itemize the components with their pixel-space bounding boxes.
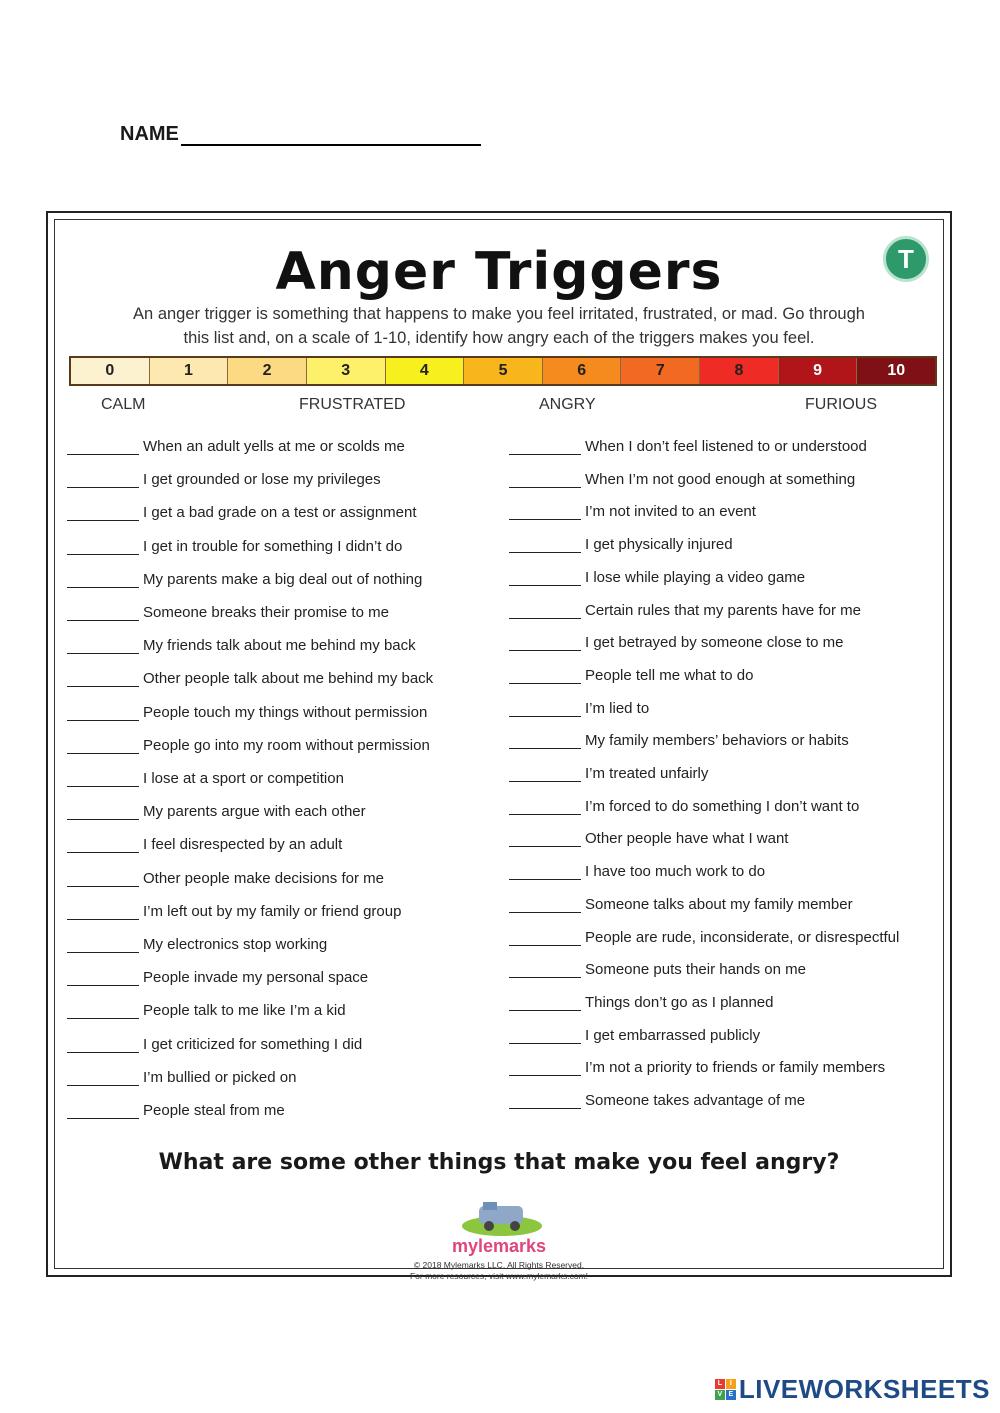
trigger-item bbox=[67, 1002, 346, 1019]
rating-blank-input[interactable] bbox=[509, 963, 581, 978]
rating-blank-input[interactable] bbox=[67, 838, 139, 853]
scale-cell-3: 3 bbox=[307, 358, 386, 384]
trigger-text: Someone talks about my family member bbox=[585, 895, 853, 913]
trigger-text: Other people have what I want bbox=[585, 830, 789, 848]
rating-blank-input[interactable] bbox=[67, 506, 139, 521]
trigger-item bbox=[509, 503, 756, 520]
rating-blank-input[interactable] bbox=[67, 440, 139, 455]
trigger-item bbox=[509, 536, 733, 553]
worksheet-inner-border bbox=[54, 219, 944, 1281]
rating-blank-input[interactable] bbox=[67, 1038, 139, 1053]
trigger-text: I’m treated unfairly bbox=[585, 765, 709, 782]
anger-scale bbox=[69, 356, 937, 386]
copyright bbox=[55, 1260, 943, 1282]
name-field bbox=[120, 122, 481, 146]
trigger-text: People go into my room without permission bbox=[143, 736, 430, 754]
scale-cell-1: 1 bbox=[150, 358, 229, 384]
trigger-text: When I don’t feel listened to or understood bbox=[585, 438, 867, 455]
rating-blank-input[interactable] bbox=[509, 865, 581, 880]
trigger-item bbox=[67, 1036, 362, 1053]
scale-cell-6: 6 bbox=[543, 358, 622, 384]
scale-label-calm: CALM bbox=[101, 396, 146, 413]
scale-label-frustrated: FRUSTRATED bbox=[299, 396, 406, 413]
trigger-item bbox=[509, 634, 843, 651]
trigger-item bbox=[509, 994, 773, 1011]
rating-blank-input[interactable] bbox=[509, 931, 581, 946]
trigger-item bbox=[67, 803, 366, 820]
scale-cell-0: 0 bbox=[71, 358, 150, 384]
rating-blank-input[interactable] bbox=[67, 872, 139, 887]
trigger-text: When an adult yells at me or scolds me bbox=[143, 438, 405, 455]
liveworksheets-watermark bbox=[715, 1374, 990, 1405]
rating-blank-input[interactable] bbox=[67, 1004, 139, 1019]
trigger-item bbox=[509, 569, 805, 586]
page-title: Anger Triggers bbox=[275, 242, 723, 302]
trigger-text: I lose while playing a video game bbox=[585, 568, 806, 586]
lw-icon-letter-v: V bbox=[715, 1390, 725, 1400]
trigger-item bbox=[67, 936, 327, 953]
trigger-text: Certain rules that my parents have for me bbox=[585, 601, 861, 619]
trigger-item bbox=[509, 961, 806, 978]
trigger-item bbox=[509, 765, 708, 782]
watermark-text: LIVEWORKSHEETS bbox=[738, 1374, 990, 1404]
brand-name bbox=[55, 1236, 943, 1257]
scale-label-furious: FURIOUS bbox=[805, 396, 877, 413]
scale-cell-9: 9 bbox=[779, 358, 858, 384]
trigger-item bbox=[509, 667, 753, 684]
rating-blank-input[interactable] bbox=[509, 702, 581, 717]
trigger-item bbox=[67, 637, 416, 654]
lw-icon-letter-i: I bbox=[726, 1379, 736, 1389]
trigger-text: My parents argue with each other bbox=[143, 803, 366, 821]
trigger-text: My friends talk about me behind my back bbox=[143, 637, 416, 655]
rating-blank-input[interactable] bbox=[509, 832, 581, 847]
trigger-item bbox=[67, 1069, 296, 1086]
trigger-text: I get physically injured bbox=[585, 536, 733, 554]
intro-text bbox=[69, 302, 929, 350]
trigger-item bbox=[67, 903, 401, 920]
trigger-text: People are rude, inconsiderate, or disrespectful bbox=[585, 928, 900, 946]
trigger-item bbox=[67, 604, 389, 621]
scale-label-angry: ANGRY bbox=[539, 396, 596, 413]
trigger-item bbox=[509, 1027, 760, 1044]
trigger-text: Other people talk about me behind my back bbox=[143, 670, 434, 688]
trigger-item bbox=[509, 700, 649, 717]
rating-blank-input[interactable] bbox=[509, 1029, 581, 1044]
trigger-text: I lose at a sport or competition bbox=[143, 770, 344, 787]
trigger-item bbox=[509, 1092, 805, 1109]
trigger-item bbox=[509, 471, 855, 488]
rating-blank-input[interactable] bbox=[509, 734, 581, 749]
rating-blank-input[interactable] bbox=[67, 1071, 139, 1086]
rating-blank-input[interactable] bbox=[509, 898, 581, 913]
rating-blank-input[interactable] bbox=[67, 639, 139, 654]
rating-blank-input[interactable] bbox=[509, 767, 581, 782]
rating-blank-input[interactable] bbox=[67, 938, 139, 953]
rating-blank-input[interactable] bbox=[509, 571, 581, 586]
liveworksheets-logo-icon bbox=[715, 1379, 736, 1400]
trigger-text: I’m not invited to an event bbox=[585, 503, 756, 521]
rating-blank-input[interactable] bbox=[509, 996, 581, 1011]
trigger-text: My parents make a big deal out of nothing bbox=[143, 570, 423, 588]
rating-blank-input[interactable] bbox=[67, 805, 139, 820]
scale-cell-7: 7 bbox=[621, 358, 700, 384]
rating-blank-input[interactable] bbox=[67, 706, 139, 721]
trigger-item bbox=[509, 602, 861, 619]
lw-icon-letter-l: L bbox=[715, 1379, 725, 1389]
trigger-text: I get a bad grade on a test or assignment bbox=[143, 504, 417, 522]
trigger-text: I’m lied to bbox=[585, 699, 650, 717]
trigger-item bbox=[67, 438, 405, 455]
trigger-text: I’m not a priority to friends or family members bbox=[585, 1059, 886, 1077]
trigger-text: I’m forced to do something I don’t want to bbox=[585, 797, 860, 815]
name-input-line[interactable] bbox=[181, 122, 481, 146]
copyright-line-2: For more resources, visit www.mylemarks.com! bbox=[409, 1271, 589, 1281]
scale-cell-4: 4 bbox=[386, 358, 465, 384]
scale-labels bbox=[69, 396, 937, 418]
rating-blank-input[interactable] bbox=[509, 604, 581, 619]
trigger-text: Someone breaks their promise to me bbox=[143, 604, 389, 621]
trigger-text: I’m bullied or picked on bbox=[143, 1068, 297, 1086]
trigger-text: I get grounded or lose my privileges bbox=[143, 471, 381, 489]
rating-blank-input[interactable] bbox=[509, 1094, 581, 1109]
rating-blank-input[interactable] bbox=[509, 538, 581, 553]
scale-cell-8: 8 bbox=[700, 358, 779, 384]
rating-blank-input[interactable] bbox=[67, 672, 139, 687]
trigger-item bbox=[67, 504, 417, 521]
rating-blank-input[interactable] bbox=[509, 1061, 581, 1076]
trigger-item bbox=[509, 798, 859, 815]
scale-cell-5: 5 bbox=[464, 358, 543, 384]
trigger-item bbox=[67, 670, 433, 687]
trigger-text: People tell me what to do bbox=[585, 666, 754, 684]
trigger-text: I have too much work to do bbox=[585, 863, 766, 881]
rating-blank-input[interactable] bbox=[67, 772, 139, 787]
trigger-text: My family members’ behaviors or habits bbox=[585, 732, 849, 750]
rating-blank-input[interactable] bbox=[67, 606, 139, 621]
rating-blank-input[interactable] bbox=[509, 669, 581, 684]
trigger-item bbox=[67, 571, 422, 588]
trigger-item bbox=[67, 1102, 285, 1119]
worksheet bbox=[46, 211, 952, 1281]
trigger-text: Things don’t go as I planned bbox=[585, 993, 774, 1011]
trigger-item bbox=[67, 770, 344, 787]
reflection-question: What are some other things that make you feel angry? bbox=[158, 1150, 840, 1175]
trigger-item bbox=[509, 896, 853, 913]
trigger-item bbox=[509, 863, 765, 880]
trigger-item bbox=[509, 929, 899, 946]
trigger-item bbox=[509, 438, 867, 455]
trigger-item bbox=[67, 704, 427, 721]
trigger-text: I get criticized for something I did bbox=[143, 1035, 363, 1053]
rating-blank-input[interactable] bbox=[509, 440, 581, 455]
trigger-text: I get in trouble for something I didn’t do bbox=[143, 537, 403, 555]
trigger-item bbox=[509, 732, 849, 749]
lw-icon-letter-e: E bbox=[726, 1390, 736, 1400]
trigger-text: I get betrayed by someone close to me bbox=[585, 634, 844, 652]
trigger-text: Someone puts their hands on me bbox=[585, 961, 806, 979]
scale-cell-2: 2 bbox=[228, 358, 307, 384]
trigger-item bbox=[67, 969, 368, 986]
rating-blank-input[interactable] bbox=[67, 971, 139, 986]
rating-blank-input[interactable] bbox=[509, 473, 581, 488]
trigger-item bbox=[67, 538, 402, 555]
trigger-text: People steal from me bbox=[143, 1102, 285, 1119]
rating-blank-input[interactable] bbox=[509, 636, 581, 651]
copyright-line-1: © 2018 Mylemarks LLC. All Rights Reserved. bbox=[413, 1260, 585, 1270]
rating-blank-input[interactable] bbox=[67, 573, 139, 588]
rating-blank-input[interactable] bbox=[67, 739, 139, 754]
trigger-item bbox=[67, 870, 384, 887]
trigger-text: I feel disrespected by an adult bbox=[143, 836, 343, 854]
trigger-item bbox=[67, 471, 381, 488]
trigger-text: People invade my personal space bbox=[143, 969, 369, 987]
trigger-item bbox=[67, 836, 342, 853]
rating-blank-input[interactable] bbox=[67, 473, 139, 488]
trigger-item bbox=[509, 830, 788, 847]
rating-blank-input[interactable] bbox=[509, 505, 581, 520]
trigger-text: People touch my things without permission bbox=[143, 703, 428, 721]
trigger-item bbox=[67, 737, 430, 754]
rating-blank-input[interactable] bbox=[67, 1104, 139, 1119]
trigger-text: My electronics stop working bbox=[143, 936, 328, 953]
name-label: NAME bbox=[120, 123, 179, 145]
intro-line-2: this list and, on a scale of 1-10, identify how angry each of the triggers makes you feel. bbox=[183, 329, 815, 347]
trigger-item bbox=[509, 1059, 885, 1076]
trigger-text: Other people make decisions for me bbox=[143, 869, 384, 887]
trigger-text: I’m left out by my family or friend group bbox=[143, 902, 402, 920]
trigger-text: When I’m not good enough at something bbox=[585, 470, 856, 488]
trigger-text: I get embarrassed publicly bbox=[585, 1026, 761, 1044]
t-logo-icon: T bbox=[883, 236, 929, 282]
brand-text: mylemarks bbox=[451, 1236, 547, 1256]
trigger-text: Someone takes advantage of me bbox=[585, 1092, 806, 1109]
rating-blank-input[interactable] bbox=[67, 905, 139, 920]
rating-blank-input[interactable] bbox=[67, 540, 139, 555]
trigger-text: People talk to me like I’m a kid bbox=[143, 1002, 346, 1020]
scale-cell-10: 10 bbox=[857, 358, 935, 384]
intro-line-1: An anger trigger is something that happens to make you feel irritated, frustrated, or mad. Go through bbox=[133, 305, 865, 323]
rating-blank-input[interactable] bbox=[509, 800, 581, 815]
